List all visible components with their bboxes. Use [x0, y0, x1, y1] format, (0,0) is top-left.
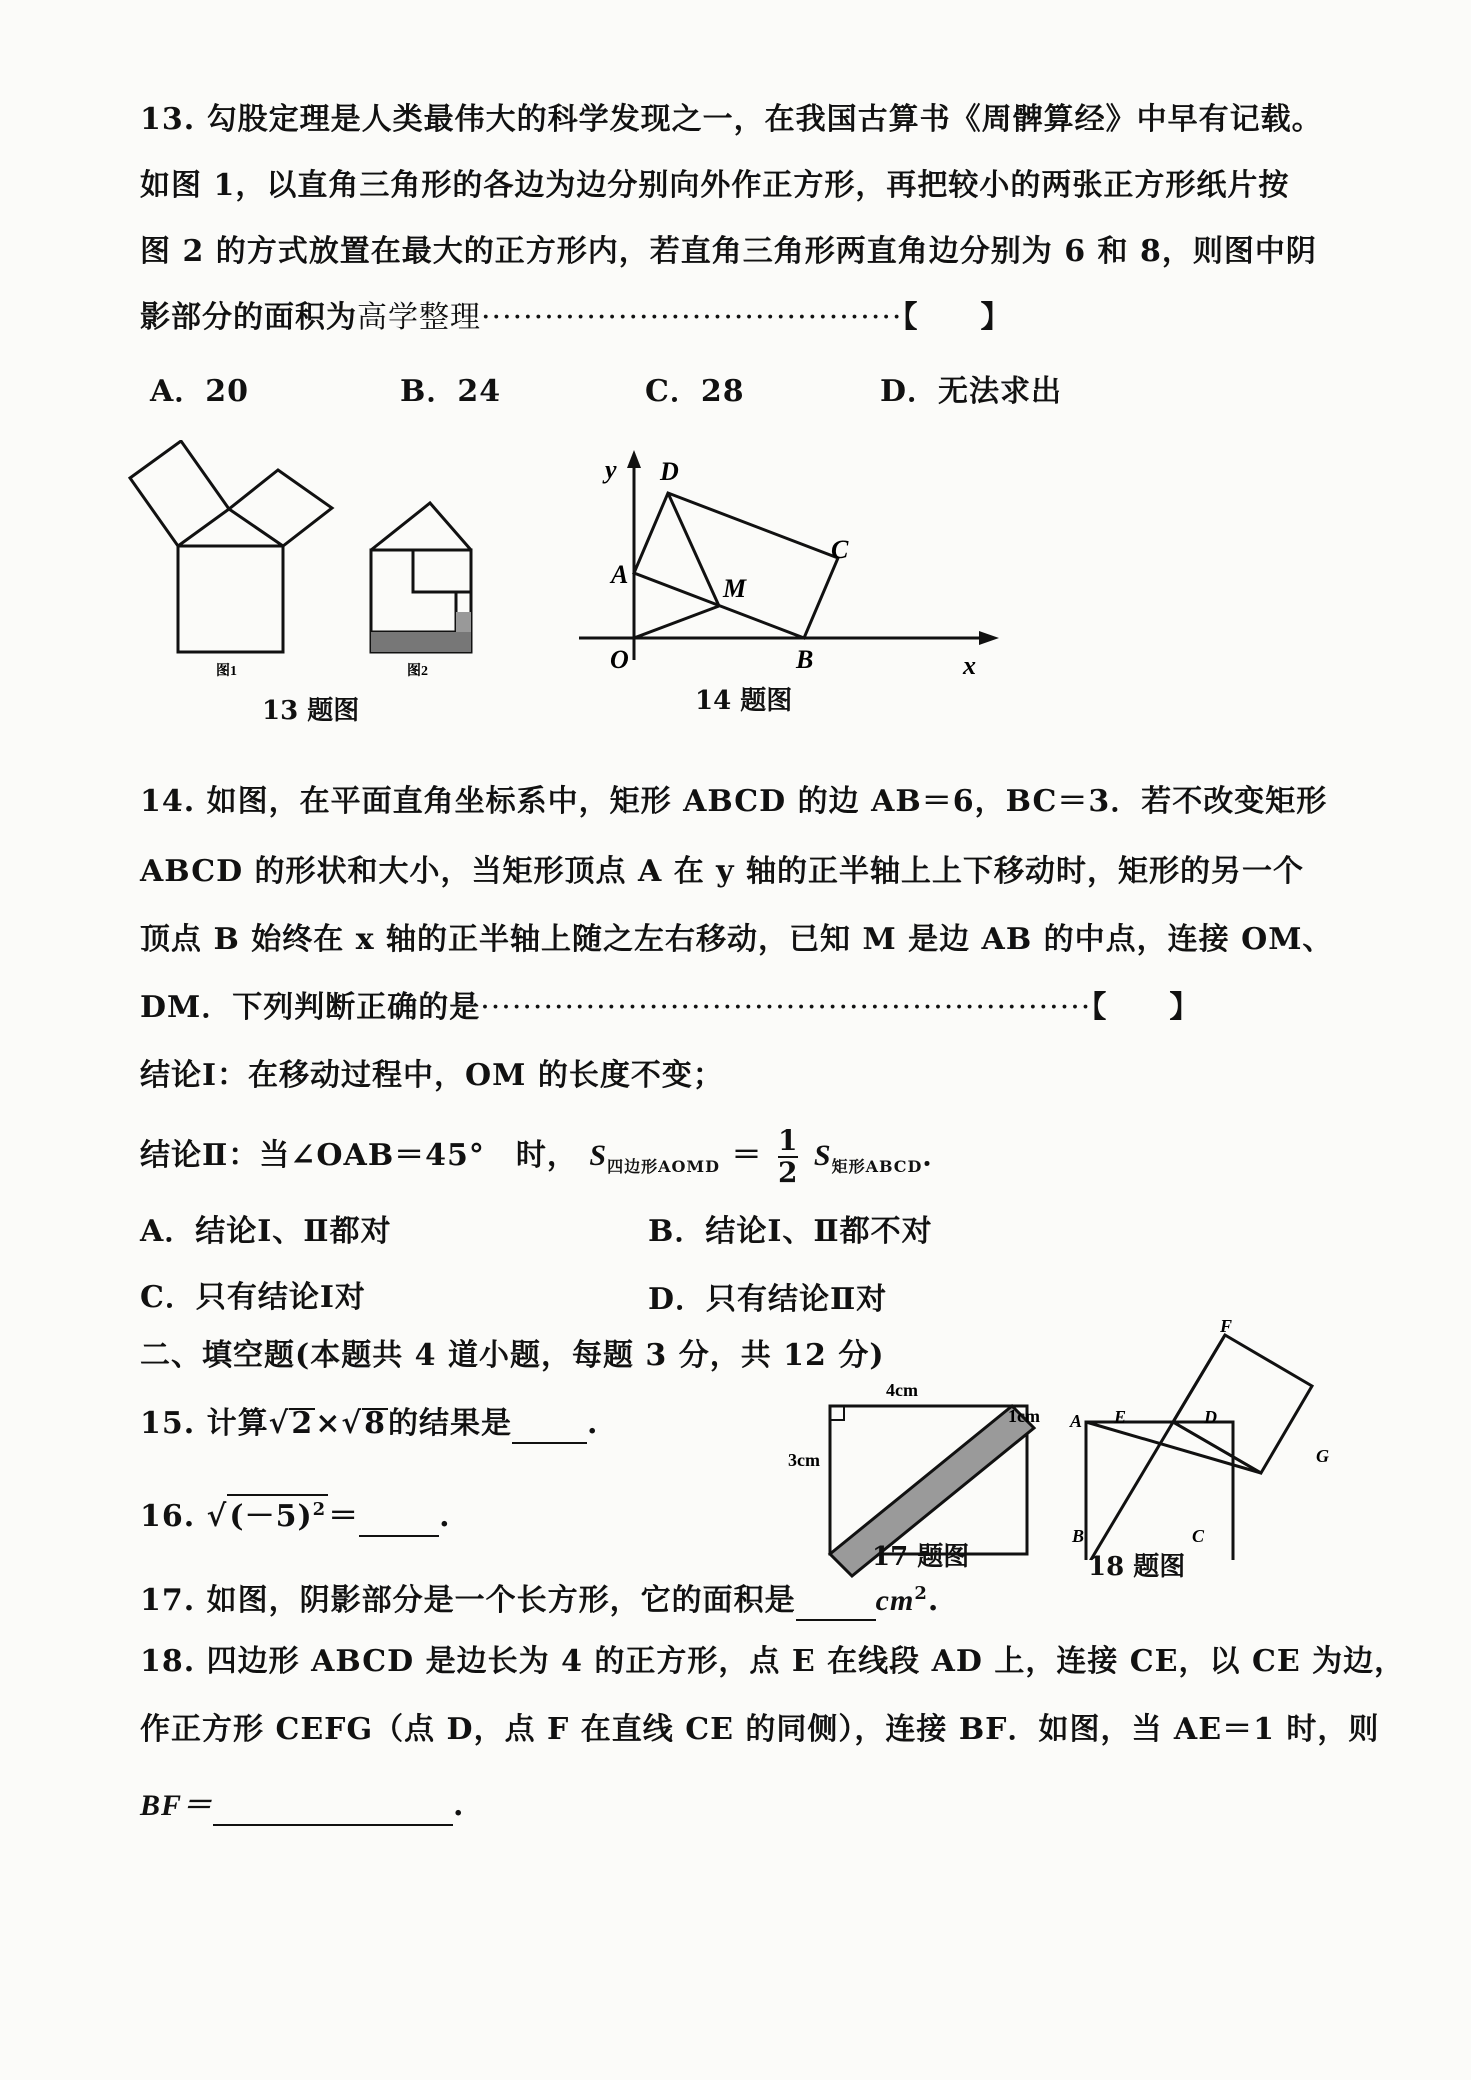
segment-ce: [1173, 1422, 1261, 1473]
label-y: y: [605, 455, 617, 484]
q16-number: 16.: [140, 1499, 196, 1534]
q18-answer-blank[interactable]: [213, 1794, 453, 1826]
fig1-square-right: [229, 470, 332, 546]
label-e: E: [1114, 1407, 1127, 1427]
label-f: F: [1220, 1320, 1233, 1336]
q14-line4: DM．下列判断正确的是··························································【 】: [140, 990, 1201, 1025]
q14-conclusion-1: 结论Ⅰ：在移动过程中，OM 的长度不变；: [140, 1058, 724, 1093]
q13-watermark: 高学整理: [357, 300, 481, 335]
rectangle-abcd: [634, 493, 838, 638]
label-3cm: 3cm: [788, 1450, 820, 1470]
q13-option-a: A．20: [150, 374, 250, 409]
q13-option-d: D．无法求出: [880, 374, 1063, 409]
y-axis-arrow: [627, 450, 641, 468]
q13-line2: 如图 1，以直角三角形的各边为边分别向外作正方形，再把较小的两张正方形纸片按: [140, 168, 1290, 203]
label-b: B: [796, 645, 814, 674]
q16: 16. $√(-5)^2=$ .: [140, 1494, 451, 1537]
label-g: G: [1316, 1446, 1329, 1466]
diagonal-ac: [1086, 1422, 1261, 1473]
q14-answer-bracket: 【 】: [1091, 990, 1201, 1025]
q18-line1: 18. 四边形 ABCD 是边长为 4 的正方形，点 E 在线段 AD 上，连接 CE，以 CE 为边，: [140, 1644, 1406, 1679]
fraction-one-half: $\frac{1}{2}$: [777, 1124, 799, 1189]
label-1cm: 1cm: [1008, 1406, 1040, 1426]
fig2-label: 图2: [407, 664, 428, 679]
q14-line3: 顶点 B 始终在 x 轴的正半轴上随之左右移动，已知 M 是边 AB 的中点，连接 OM、: [140, 922, 1334, 957]
label-o: O: [610, 645, 629, 674]
x-axis-arrow: [979, 631, 999, 645]
q17-caption: 17 题图: [872, 1542, 970, 1572]
q18-caption: 18 题图: [1088, 1552, 1186, 1582]
fig2-roof: [371, 503, 471, 550]
q14-line1: 14. 如图，在平面直角坐标系中，矩形 ABCD 的边 AB＝6，BC＝3．若不改变矩形: [140, 784, 1328, 819]
q18-answer: BF＝ .: [140, 1786, 464, 1826]
fig2-shaded-strip: [371, 632, 471, 652]
q18-line2: 作正方形 CEFG（点 D，点 F 在直线 CE 的同侧），连接 BF．如图，当 AE＝1 时，则: [140, 1712, 1380, 1747]
q14-option-a: A．结论Ⅰ、Ⅱ都对: [140, 1214, 392, 1249]
q14-option-c: C．只有结论Ⅰ对: [140, 1280, 366, 1315]
q13-number: 13.: [140, 102, 196, 137]
segment-om: [634, 606, 719, 638]
q16-answer-blank[interactable]: [359, 1505, 439, 1537]
q13-option-c: C．28: [645, 374, 745, 409]
label-x: x: [963, 651, 976, 680]
q13-figure: [120, 440, 490, 690]
label-d: D: [660, 457, 679, 486]
q14-caption: 14 题图: [695, 686, 793, 716]
q17-answer-blank[interactable]: [796, 1589, 876, 1621]
q14-line2: ABCD 的形状和大小，当矩形顶点 A 在 y 轴的正半轴上上下移动时，矩形的另一个: [140, 854, 1305, 889]
q15: 15. 计算√2×√8的结果是 .: [140, 1404, 598, 1444]
q13-answer-bracket: 【 】: [902, 300, 1012, 335]
q14-conclusion-2: 结论Ⅱ：当∠OAB＝45° 时， $S_{四边形AOMD}$ ＝ $\frac{1}{2}$ $S_{矩形ABCD}$．: [140, 1124, 954, 1189]
q13-caption: 13 题图: [262, 696, 360, 726]
fig2-shaded-corner: [456, 612, 471, 632]
q15-number: 15.: [140, 1406, 196, 1441]
q15-answer-blank[interactable]: [512, 1412, 587, 1444]
right-angle-mark: [830, 1406, 844, 1420]
q17-number: 17.: [140, 1583, 196, 1618]
q14-figure: [575, 450, 1025, 690]
fig1-large-square: [178, 546, 283, 652]
q14-option-b: B．结论Ⅰ、Ⅱ都不对: [648, 1214, 933, 1249]
fig1-square-left: [130, 441, 229, 546]
label-b: B: [1072, 1526, 1085, 1546]
label-m: M: [723, 574, 747, 603]
q18-figure: [1060, 1320, 1340, 1560]
segment-bf: [1086, 1335, 1225, 1560]
q14-number: 14.: [140, 784, 196, 819]
fig1-label: 图1: [216, 664, 237, 679]
q18-number: 18.: [140, 1644, 196, 1679]
q17: 17. 如图，阴影部分是一个长方形，它的面积是 $cm^2$.: [140, 1574, 939, 1621]
label-4cm: 4cm: [886, 1380, 918, 1400]
q13-line3: 图 2 的方式放置在最大的正方形内，若直角三角形两直角边分别为 6 和 8，则图中阴: [140, 234, 1317, 269]
label-d: D: [1204, 1407, 1217, 1427]
q13-line1: 13. 勾股定理是人类最伟大的科学发现之一，在我国古算书《周髀算经》中早有记载。: [140, 102, 1323, 137]
fig2-inner-square-edge: [413, 550, 471, 592]
label-c: C: [1192, 1526, 1205, 1546]
q13-option-b: B．24: [400, 374, 502, 409]
q13-line4: 影部分的面积为高学整理········································【 】: [140, 300, 1012, 335]
q14-option-d: D．只有结论Ⅱ对: [648, 1282, 888, 1317]
section-2-heading: 二、填空题(本题共 4 道小题，每题 3 分，共 12 分): [140, 1338, 885, 1373]
label-a: A: [1070, 1411, 1083, 1431]
label-c: C: [831, 535, 849, 564]
label-a: A: [611, 560, 629, 589]
